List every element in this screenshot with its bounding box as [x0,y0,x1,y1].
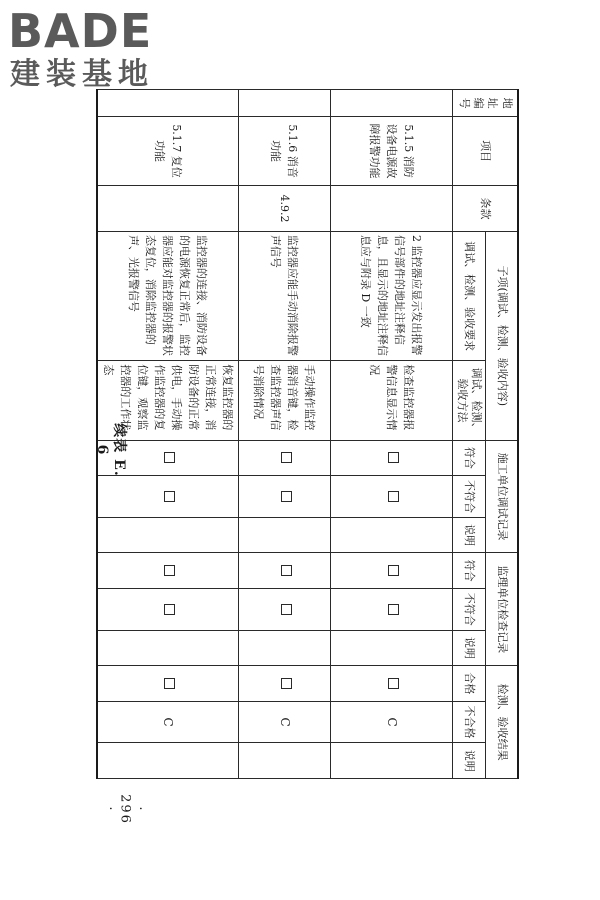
construction-conform-cell [97,440,239,475]
header-requirement: 调试、检测、验收要求 [452,231,486,360]
header-inspection-qualified: 合格 [452,666,486,701]
construction-note-cell [97,517,239,553]
header-inspection-note: 说明 [452,743,486,779]
row-clause [97,186,239,232]
row-address [238,90,330,117]
row-address [97,90,239,117]
table-title: 续表 E. 6 [94,423,127,477]
header-method: 调试、检测、验收方法 [452,361,486,440]
header-construction-nonconform: 不符合 [452,476,486,518]
construction-nonconform-cell [330,476,452,518]
header-clause: 条款 [452,186,518,232]
inspection-qualified-cell [97,666,239,701]
row-requirement: 监控器的连接、消防设备的电源恢复正常后，监控器应能对监控器的报警状态复位，消除监控器的声、光报警信号 [97,231,239,360]
header-supervision-conform: 符合 [452,553,486,588]
supervision-conform-cell [97,553,239,588]
checkbox[interactable] [388,452,399,463]
supervision-note-cell [330,630,452,666]
inspection-mark: C [238,701,330,743]
supervision-nonconform-cell [238,588,330,630]
row-item: 5.1.7 复位功能 [97,117,239,186]
checkbox[interactable] [164,452,175,463]
checkbox[interactable] [164,491,175,502]
inspection-qualified-cell [330,666,452,701]
inspection-qualified-cell [238,666,330,701]
table-row [238,90,330,779]
checkbox[interactable] [388,491,399,502]
construction-nonconform-cell [238,476,330,518]
row-address [330,90,452,117]
header-item: 项目 [452,117,518,186]
inspection-note-cell [97,743,239,779]
header-supervision-note: 说明 [452,630,486,666]
header-supervision-record: 监理单位检查记录 [486,553,518,666]
checkbox[interactable] [164,678,175,689]
supervision-nonconform-cell [330,588,452,630]
inspection-mark: C [97,701,239,743]
table-row [330,90,452,779]
inspection-note-cell [330,743,452,779]
header-construction-conform: 符合 [452,440,486,475]
checkbox[interactable] [281,604,292,615]
supervision-note-cell [238,630,330,666]
page-number: · 296 · [102,794,148,825]
checkbox[interactable] [281,491,292,502]
header-inspection-result: 检测、验收结果 [486,666,518,779]
header-construction-record: 施工单位调试记录 [486,440,518,553]
header-address-code: 地址编号 [452,90,518,117]
checkbox[interactable] [281,565,292,576]
header-construction-note: 说明 [452,517,486,553]
construction-note-cell [238,517,330,553]
supervision-nonconform-cell [97,588,239,630]
construction-nonconform-cell [97,476,239,518]
row-clause [330,186,452,232]
header-sub-item-group: 子项(调试、检测、验收内容) [486,231,518,440]
construction-conform-cell [330,440,452,475]
row-clause: 4.9.2 [238,186,330,232]
construction-conform-cell [238,440,330,475]
supervision-conform-cell [330,553,452,588]
checkbox[interactable] [388,678,399,689]
inspection-table [96,89,519,779]
row-method: 手动操作监控器消音键，检查监控器声信号消除情况 [238,361,330,440]
table-row [97,90,239,779]
checkbox[interactable] [164,565,175,576]
checkbox[interactable] [164,604,175,615]
inspection-mark: C [330,701,452,743]
logo-chinese-text: 建装基地 [10,57,154,92]
row-requirement: 2 监控器应显示发出报警信号部件的地址注释信息，且显示的地址注释信息应与附录 D 一致 [330,231,452,360]
logo-latin-text: BADE [8,4,153,58]
supervision-conform-cell [238,553,330,588]
checkbox[interactable] [388,604,399,615]
checkbox[interactable] [281,678,292,689]
inspection-note-cell [238,743,330,779]
checkbox[interactable] [281,452,292,463]
row-item: 5.1.5 消防设备电源故障报警功能 [330,117,452,186]
checkbox[interactable] [388,565,399,576]
supervision-note-cell [97,630,239,666]
logo [8,6,178,94]
row-requirement: 监控器应能手动消除报警声信号 [238,231,330,360]
row-method: 恢复监控器的正常连接，消防设备的正常供电，手动操作监控器的复位键，观察监控器的工作状态 [97,361,239,440]
construction-note-cell [330,517,452,553]
row-method: 检查监控器报警信息显示情况 [330,361,452,440]
header-supervision-nonconform: 不符合 [452,588,486,630]
header-inspection-unqualified: 不合格 [452,701,486,743]
row-item: 5.1.6 消音功能 [238,117,330,186]
